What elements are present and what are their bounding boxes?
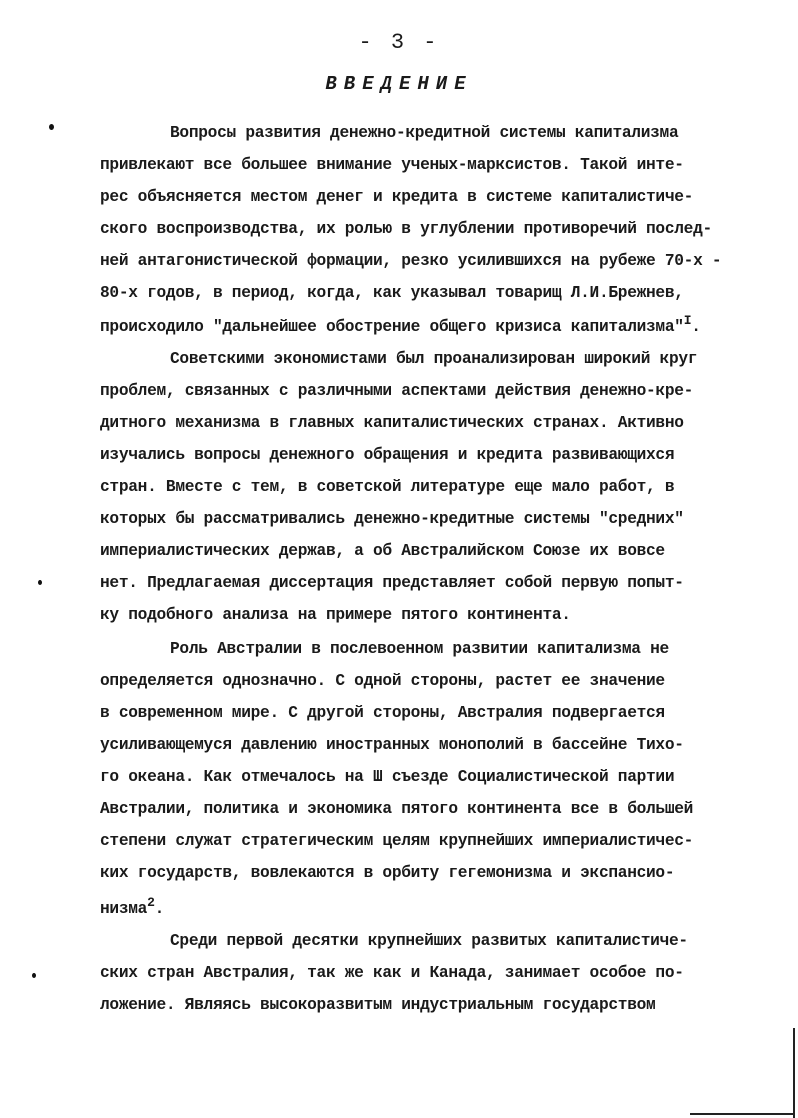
text-line bbox=[100, 220, 712, 238]
text-line bbox=[100, 382, 693, 400]
text-line-content: в современном мире. С другой стороны, Австралия подвергается bbox=[100, 704, 665, 722]
scan-edge-line bbox=[690, 1113, 795, 1115]
text-line bbox=[100, 313, 701, 336]
text-line-content: ку подобного анализа на примере пятого континента. bbox=[100, 606, 571, 624]
text-line-content: империалистических держав, а об Австралийском Союзе их вовсе bbox=[100, 542, 665, 560]
text-line bbox=[100, 800, 693, 818]
text-line-content: стран. Вместе с тем, в советской литературе еще мало работ, в bbox=[100, 478, 675, 496]
text-line bbox=[100, 252, 721, 270]
text-line bbox=[100, 446, 674, 464]
text-line-content: ложение. Являясь высокоразвитым индустриальным государством bbox=[100, 996, 656, 1014]
text-line bbox=[100, 964, 684, 982]
text-line bbox=[100, 996, 655, 1014]
text-line-content: Роль Австралии в послевоенном развитии капитализма не bbox=[170, 640, 669, 658]
text-line bbox=[100, 704, 665, 722]
text-line-content: которых бы рассматривались денежно-кредитные системы "средних" bbox=[100, 510, 684, 528]
text-line bbox=[100, 895, 165, 918]
text-line bbox=[100, 478, 674, 496]
text-line bbox=[100, 672, 665, 690]
text-line-tail: . bbox=[154, 900, 165, 918]
text-line bbox=[100, 574, 684, 592]
text-line-content: го океана. Как отмечалось на Ш съезде Социалистической партии bbox=[100, 768, 675, 786]
text-line-content: определяется однозначно. С одной стороны, растет ее значение bbox=[100, 672, 665, 690]
text-line bbox=[100, 156, 684, 174]
text-line-content: рес объясняется местом денег и кредита в системе капиталистиче- bbox=[100, 188, 694, 206]
text-line bbox=[100, 768, 674, 786]
text-line bbox=[100, 542, 665, 560]
text-line bbox=[170, 640, 669, 658]
text-line bbox=[100, 832, 693, 850]
text-line bbox=[100, 188, 693, 206]
text-line-content: ких государств, вовлекаются в орбиту гегемонизма и экспансио- bbox=[100, 864, 675, 882]
text-line bbox=[100, 510, 684, 528]
scan-speck bbox=[32, 973, 36, 978]
text-line bbox=[170, 932, 688, 950]
text-line-content: усиливающемуся давлению иностранных монополий в бассейне Тихо- bbox=[100, 736, 684, 754]
text-line-content: привлекают все большее внимание ученых-марксистов. Такой инте- bbox=[100, 156, 684, 174]
text-line-content: 80-х годов, в период, когда, как указывал товарищ Л.И.Брежнев, bbox=[100, 284, 684, 302]
text-line-content: ского воспроизводства, их ролью в углублении противоречий послед- bbox=[100, 220, 712, 238]
text-line bbox=[100, 606, 571, 624]
text-line bbox=[100, 736, 684, 754]
text-line-content: степени служат стратегическим целям крупнейших империалистичес- bbox=[100, 832, 694, 850]
text-line-tail: . bbox=[691, 318, 701, 336]
section-title: ВВЕДЕНИЕ bbox=[325, 73, 473, 95]
text-line-content: ней антагонистической формации, резко усилившихся на рубеже 70-х - bbox=[100, 252, 722, 270]
scan-speck bbox=[38, 580, 42, 585]
text-line-content: нет. Предлагаемая диссертация представляет собой первую попыт- bbox=[100, 574, 684, 592]
text-line-content: происходило "дальнейшее обострение общего кризиса капитализма" bbox=[100, 318, 684, 336]
text-line bbox=[100, 864, 674, 882]
text-line-content: изучались вопросы денежного обращения и кредита развивающихся bbox=[100, 446, 675, 464]
text-line-content: Вопросы развития денежно-кредитной системы капитализма bbox=[170, 124, 679, 142]
text-line-content: Советскими экономистами был проанализирован широкий круг bbox=[170, 350, 698, 368]
page-number: - 3 - bbox=[358, 30, 440, 55]
scan-speck bbox=[49, 124, 54, 130]
text-line bbox=[100, 284, 684, 302]
text-line-content: проблем, связанных с различными аспектами действия денежно-кре- bbox=[100, 382, 694, 400]
text-line bbox=[170, 124, 678, 142]
scan-edge-line bbox=[793, 1028, 795, 1118]
text-line-content: Среди первой десятки крупнейших развитых капиталистиче- bbox=[170, 932, 688, 950]
text-line-content: низма bbox=[100, 900, 148, 918]
footnote-marker: 2 bbox=[147, 895, 155, 910]
text-line bbox=[170, 350, 697, 368]
text-line-content: ских стран Австралия, так же как и Канада, занимает особое по- bbox=[100, 964, 684, 982]
text-line-content: Австралии, политика и экономика пятого континента все в большей bbox=[100, 800, 694, 818]
text-line bbox=[100, 414, 684, 432]
footnote-marker: I bbox=[683, 313, 692, 328]
text-line-content: дитного механизма в главных капиталистических странах. Активно bbox=[100, 414, 684, 432]
